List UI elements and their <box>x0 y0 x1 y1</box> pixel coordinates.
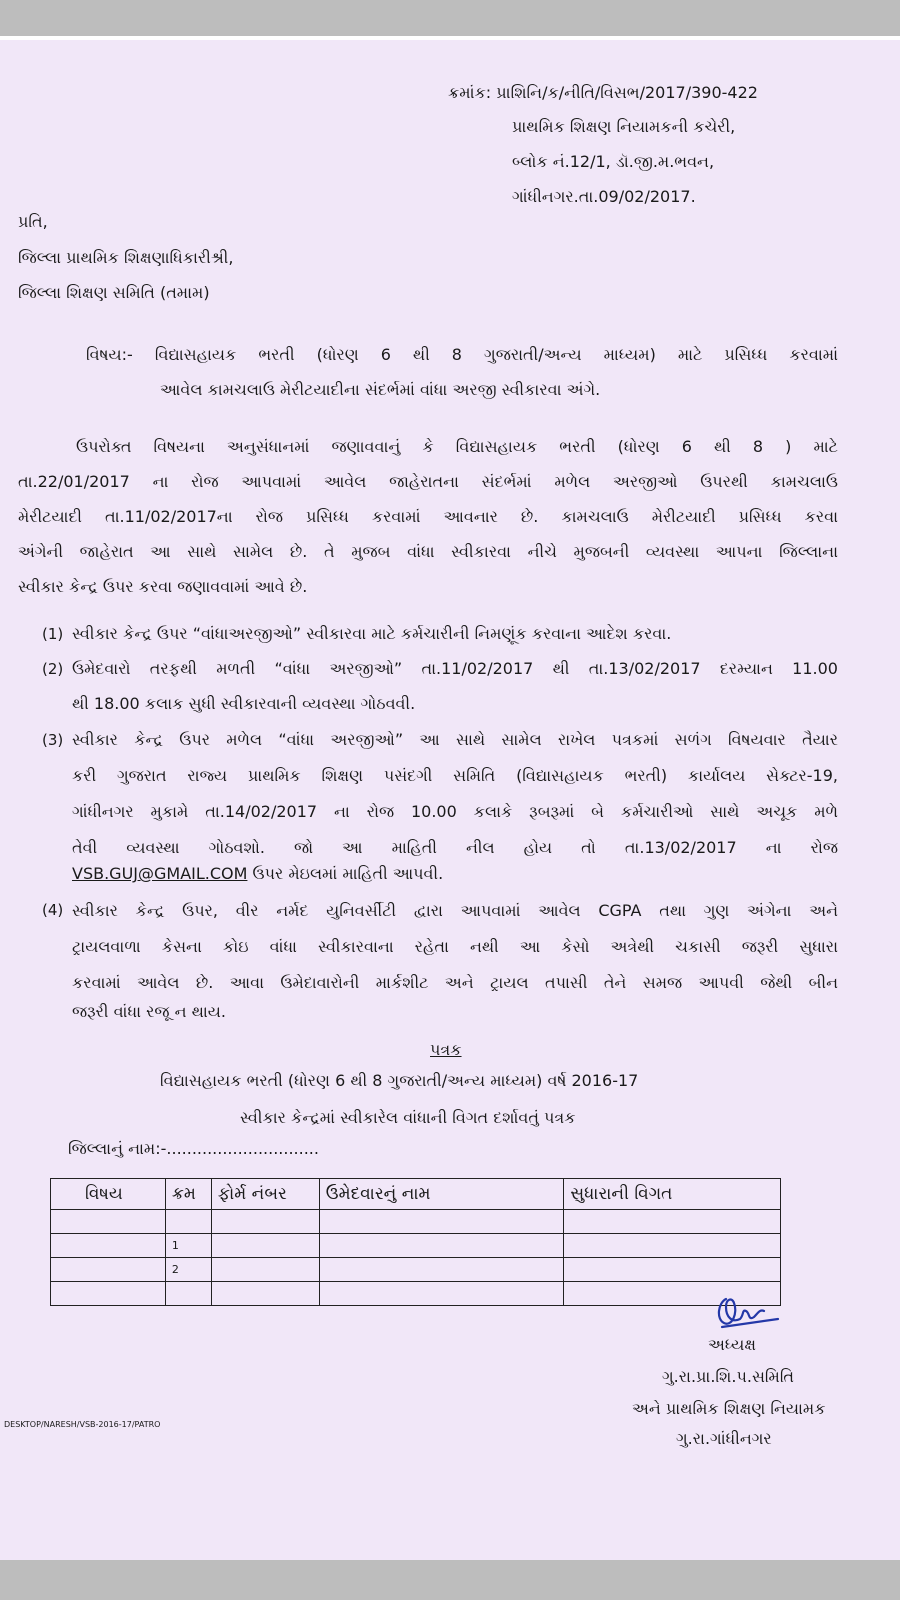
point-3-line-3: ગાંધીનગર મુકામે તા.14/02/2017 ના રોજ 10.00 કલાકે રૂબરૂમાં બે કર્મચારીઓ સાથે અચૂક મળે <box>72 802 838 821</box>
body-line-4: અંગેની જાહેરાત આ સાથે સામેલ છે. તે મુજબ વાંધા સ્વીકારવા નીચે મુજબની વ્યવસ્થા આપના જિલ્લાના <box>18 542 838 561</box>
email-link[interactable]: VSB.GUJ@GMAIL.COM <box>72 864 248 883</box>
table-row <box>51 1234 781 1258</box>
table-row <box>51 1282 781 1306</box>
recipient-line-2: જિલ્લા શિક્ષણ સમિતિ (તમામ) <box>18 283 210 302</box>
point-4-line-2: ટ્રાયલવાળા કેસના કોઇ વાંધા સ્વીકારવાના રહેતા નથી આ કેસો અત્રેથી ચકાસી જરૂરી સુધારા <box>72 937 838 956</box>
subject-line-2: આવેલ કામચલાઉ મેરીટયાદીના સંદર્ભમાં વાંધા અરજી સ્વીકારવા અંગે. <box>160 380 601 399</box>
office-address: બ્લોક નં.12/1, ડૉ.જી.મ.ભવન, <box>512 152 715 171</box>
recipient-line-1: જિલ્લા પ્રાથમિક શિક્ષણાધિકારીશ્રી, <box>18 248 234 267</box>
point-2-number: (2) <box>42 660 64 678</box>
point-4-line-1: સ્વીકાર કેન્દ્ર ઉપર, વીર નર્મદ યુનિવર્સીટી દ્વારા આપવામાં આવેલ CGPA તથા ગુણ અંગેના અને <box>72 901 838 920</box>
serial-cell <box>165 1210 211 1234</box>
body-line-1: ઉપરોક્ત વિષયના અનુસંધાનમાં જણાવવાનું કે વિદ્યાસહાયક ભરતી (ધોરણ 6 થી 8 ) માટે <box>76 437 838 456</box>
file-path-footer: DESKTOP/NARESH/VSB-2016-17/PATRO <box>4 1420 161 1429</box>
point-1-line-1: સ્વીકાર કેન્દ્ર ઉપર “વાંધાઅરજીઓ” સ્વીકારવા માટે કર્મચારીની નિમણૂંક કરવાના આદેશ કરવા. <box>72 624 672 643</box>
signatory-line-2: અને પ્રાથમિક શિક્ષણ નિયામક <box>632 1399 826 1418</box>
point-4-line-4: જરૂરી વાંધા રજૂ ન થાય. <box>72 1002 226 1021</box>
subject-line-1: વિષય:- વિદ્યાસહાયક ભરતી (ધોરણ 6 થી 8 ગુજરાતી/અન્ય માધ્યમ) માટે પ્રસિધ્ધ કરવામાં <box>86 345 838 364</box>
point-3-number: (3) <box>42 731 64 749</box>
patrak-title-1: વિદ્યાસહાયક ભરતી (ધોરણ 6 થી 8 ગુજરાતી/અન્ય માધ્યમ) વર્ષ 2016-17 <box>160 1071 639 1090</box>
top-margin-band <box>0 0 900 36</box>
point-3-line-1: સ્વીકાર કેન્દ્ર ઉપર મળેલ “વાંધા અરજીઓ” આ સાથે સામેલ રાખેલ પત્રકમાં સળંગ વિષયવાર તૈયાર <box>72 730 838 749</box>
patrak-title-2: સ્વીકાર કેન્દ્રમાં સ્વીકારેલ વાંધાની વિગત દર્શાવતું પત્રક <box>240 1108 576 1127</box>
serial-cell: 2 <box>165 1258 211 1282</box>
signatory-line-3: ગુ.રા.ગાંધીનગર <box>676 1429 772 1448</box>
email-suffix: ઉપર મેઇલમાં માહિતી આપવી. <box>247 864 444 883</box>
point-4-number: (4) <box>42 901 64 919</box>
header-serial: ક્રમ <box>165 1179 211 1210</box>
bottom-margin-band <box>0 1560 900 1600</box>
table-row <box>51 1210 781 1234</box>
point-4-line-3: કરવામાં આવેલ છે. આવા ઉમેદાવારોની માર્કશીટ અને ટ્રાયલ તપાસી તેને સમજ આપવી જેથી બીન <box>72 973 838 992</box>
point-3-line-2: કરી ગુજરાત રાજ્ય પ્રાથમિક શિક્ષણ પસંદગી સમિતિ (વિદ્યાસહાયક ભરતી) કાર્યાલય સેક્ટર-19, <box>72 766 838 785</box>
signatory-line-1: ગુ.રા.પ્રા.શિ.પ.સમિતિ <box>662 1367 795 1386</box>
header-correction-details: સુધારાની વિગત <box>564 1179 781 1210</box>
body-line-3: મેરીટયાદી તા.11/02/2017ના રોજ પ્રસિધ્ધ કરવામાં આવનાર છે. કામચલાઉ મેરીટયાદી પ્રસિધ્ધ કરવા <box>18 507 838 526</box>
point-3-line-4: તેવી વ્યવસ્થા ગોઠવશો. જો આ માહિતી નીલ હોય તો તા.13/02/2017 ના રોજ <box>72 838 838 857</box>
office-name: પ્રાથમિક શિક્ષણ નિયામકની કચેરી, <box>512 117 736 136</box>
point-1-number: (1) <box>42 625 64 643</box>
district-name-label: જિલ્લાનું નામ:-.............................. <box>68 1139 319 1158</box>
salutation: પ્રતિ, <box>18 212 48 231</box>
serial-cell <box>165 1282 211 1306</box>
body-line-2: તા.22/01/2017 ના રોજ આપવામાં આવેલ જાહેરાતના સંદર્ભમાં મળેલ અરજીઓ ઉપરથી કામચલાઉ <box>18 472 838 491</box>
patrak-heading: પત્રક <box>430 1040 462 1059</box>
signature-scribble <box>712 1293 782 1335</box>
patrak-table <box>50 1178 781 1306</box>
serial-cell: 1 <box>165 1234 211 1258</box>
reference-number: ક્રમાંક: પ્રાશિનિ/ક/નીતિ/વિસભ/2017/390-422 <box>448 83 758 102</box>
point-3-line-5 <box>72 864 443 884</box>
header-form-number: ફોર્મ નંબર <box>211 1179 319 1210</box>
body-line-5: સ્વીકાર કેન્દ્ર ઉપર કરવા જણાવવામાં આવે છે. <box>18 577 308 596</box>
place-date: ગાંધીનગર.તા.09/02/2017. <box>512 187 696 206</box>
header-subject: વિષય <box>51 1179 166 1210</box>
table-header-row <box>51 1179 781 1210</box>
header-candidate-name: ઉમેદવારનું નામ <box>319 1179 564 1210</box>
table-row <box>51 1258 781 1282</box>
point-2-line-2: થી 18.00 કલાક સુધી સ્વીકારવાની વ્યવસ્થા ગોઠવવી. <box>72 694 416 713</box>
signatory-title: અધ્યક્ષ <box>708 1335 756 1354</box>
point-2-line-1: ઉમેદવારો તરફથી મળતી “વાંધા અરજીઓ” તા.11/02/2017 થી તા.13/02/2017 દરમ્યાન 11.00 <box>72 659 838 678</box>
